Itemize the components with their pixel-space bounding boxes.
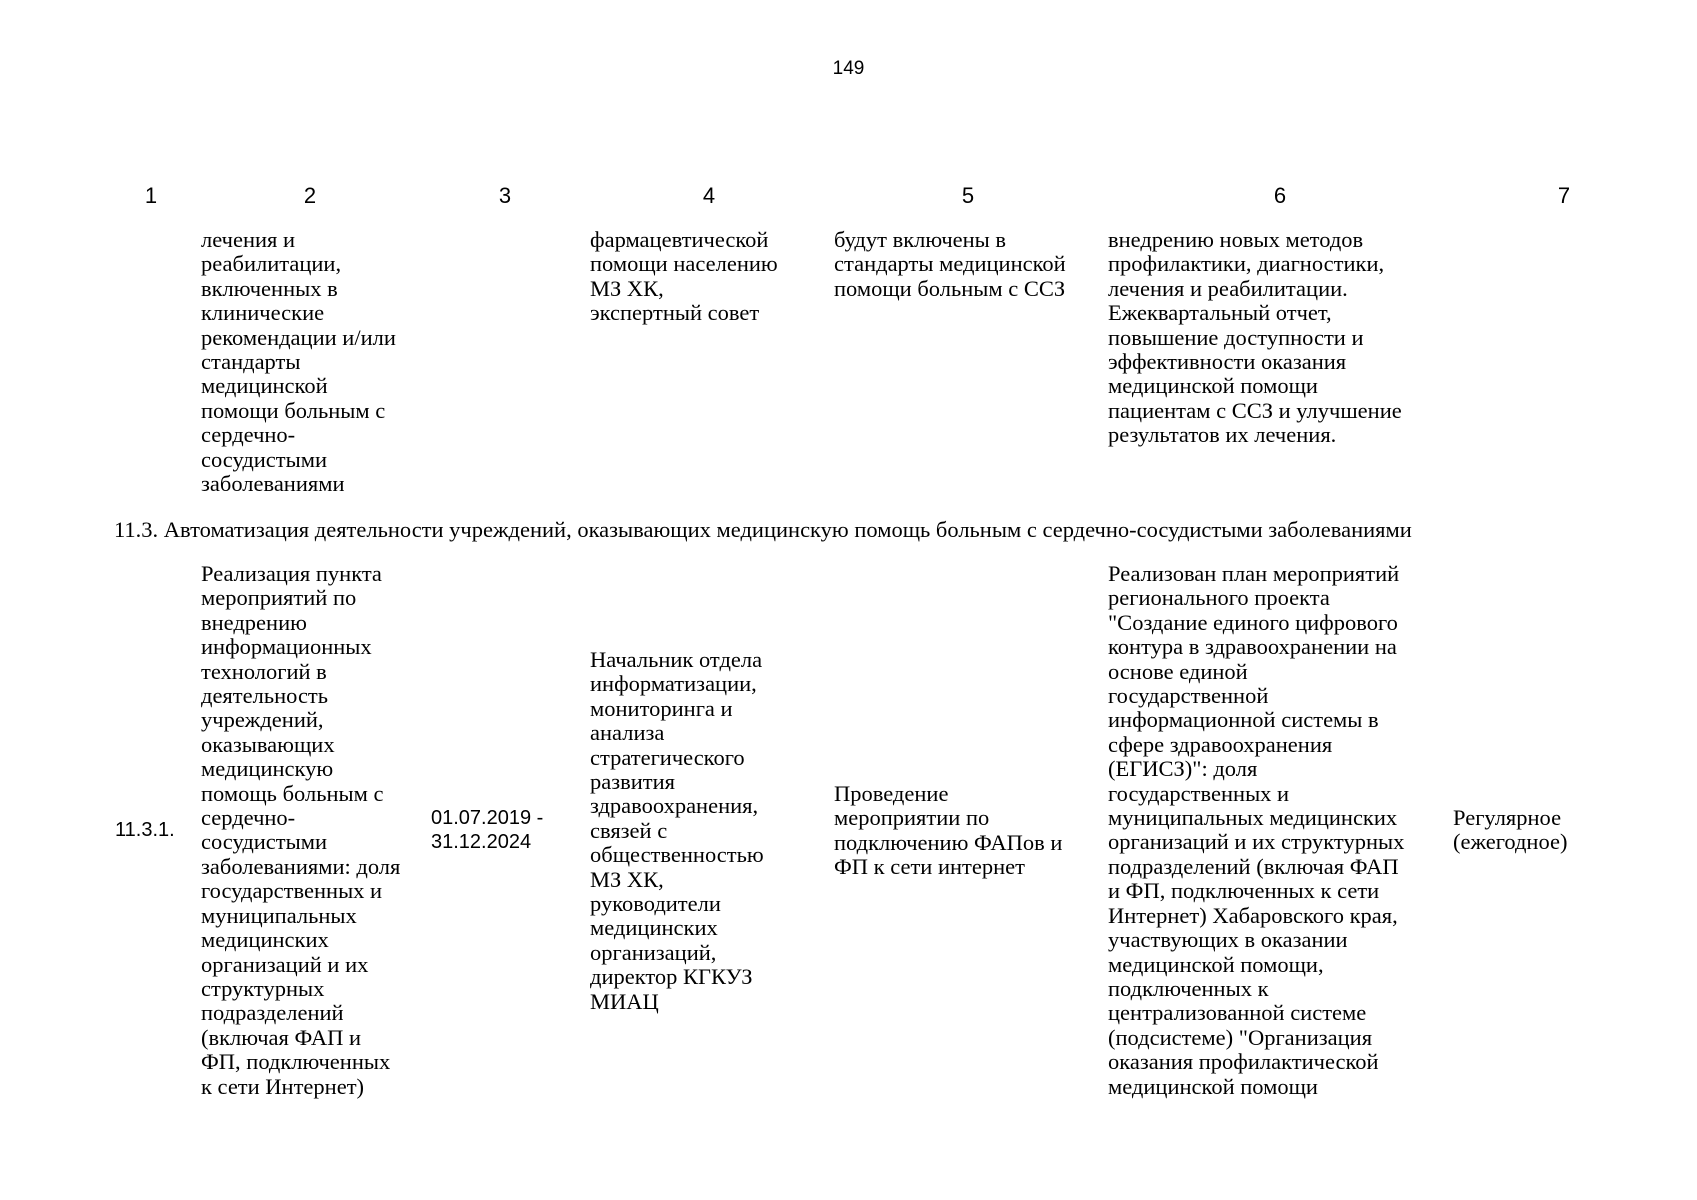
- row-11-3-1-col2: Реализация пункта мероприятий по внедрению информационных технологий в деятельность учреждений, оказывающих медицинскую помощь больным с сердечно- сосудистыми заболеваниями: доля государственных и муниципальных медицинских организаций и их структурных подразделений (включая ФАП и ФП, подключенных к сети Интернет): [201, 561, 401, 1099]
- continued-row-col2: лечения и реабилитации, включенных в клинические рекомендации и/или стандарты медицинской помощи больным с сердечно- сосудистыми заболеваниями: [201, 227, 396, 497]
- row-11-3-1-events: Проведение мероприятии по подключению ФАПов и ФП к сети интернет: [834, 781, 1063, 880]
- row-11-3-1-periodicity: Регулярное (ежегодное): [1453, 805, 1568, 855]
- row-11-3-1-responsible: Начальник отдела информатизации, мониторинга и анализа стратегического развития здравоохранения, связей с общественностью МЗ ХК, руководители медицинских организаций, директор КГКУЗ МИАЦ: [590, 647, 764, 1014]
- page-number: 149: [832, 58, 865, 79]
- row-11-3-1-dates: 01.07.2019 - 31.12.2024: [431, 807, 544, 854]
- column-header-4: 4: [702, 183, 716, 208]
- section-title: 11.3. Автоматизация деятельности учреждений, оказывающих медицинскую помощь больным с сердечно-сосудистыми заболеваниями: [114, 517, 1412, 542]
- column-header-1: 1: [144, 183, 158, 208]
- continued-row-col4: фармацевтической помощи населению МЗ ХК, экспертный совет: [590, 227, 778, 326]
- column-header-3: 3: [498, 183, 512, 208]
- row-11-3-1-number: 11.3.1.: [115, 819, 175, 841]
- column-header-2: 2: [303, 183, 317, 208]
- column-header-7: 7: [1557, 183, 1571, 208]
- row-11-3-1-result: Реализован план мероприятий регионального проекта "Создание единого цифрового контура в здравоохранении на основе единой государственной информационной системы в сфере здравоохранения (ЕГИСЗ)": доля государственных и муниципальных медицинских организаций и их структурных подразделений (включая ФАП и ФП, подключенных к сети Интернет) Хабаровского края, участвующих в оказании медицинской помощи, подключенных к централизованной системе (подсистеме) "Организация оказания профилактической медицинской помощи: [1108, 561, 1405, 1099]
- continued-row-col5: будут включены в стандарты медицинской помощи больным с ССЗ: [834, 227, 1066, 301]
- column-header-6: 6: [1273, 183, 1287, 208]
- column-header-5: 5: [961, 183, 975, 208]
- continued-row-col6: внедрению новых методов профилактики, диагностики, лечения и реабилитации. Ежеквартальный отчет, повышение доступности и эффективности оказания медицинской помощи пациентам с ССЗ и улучшение результатов их лечения.: [1108, 227, 1402, 448]
